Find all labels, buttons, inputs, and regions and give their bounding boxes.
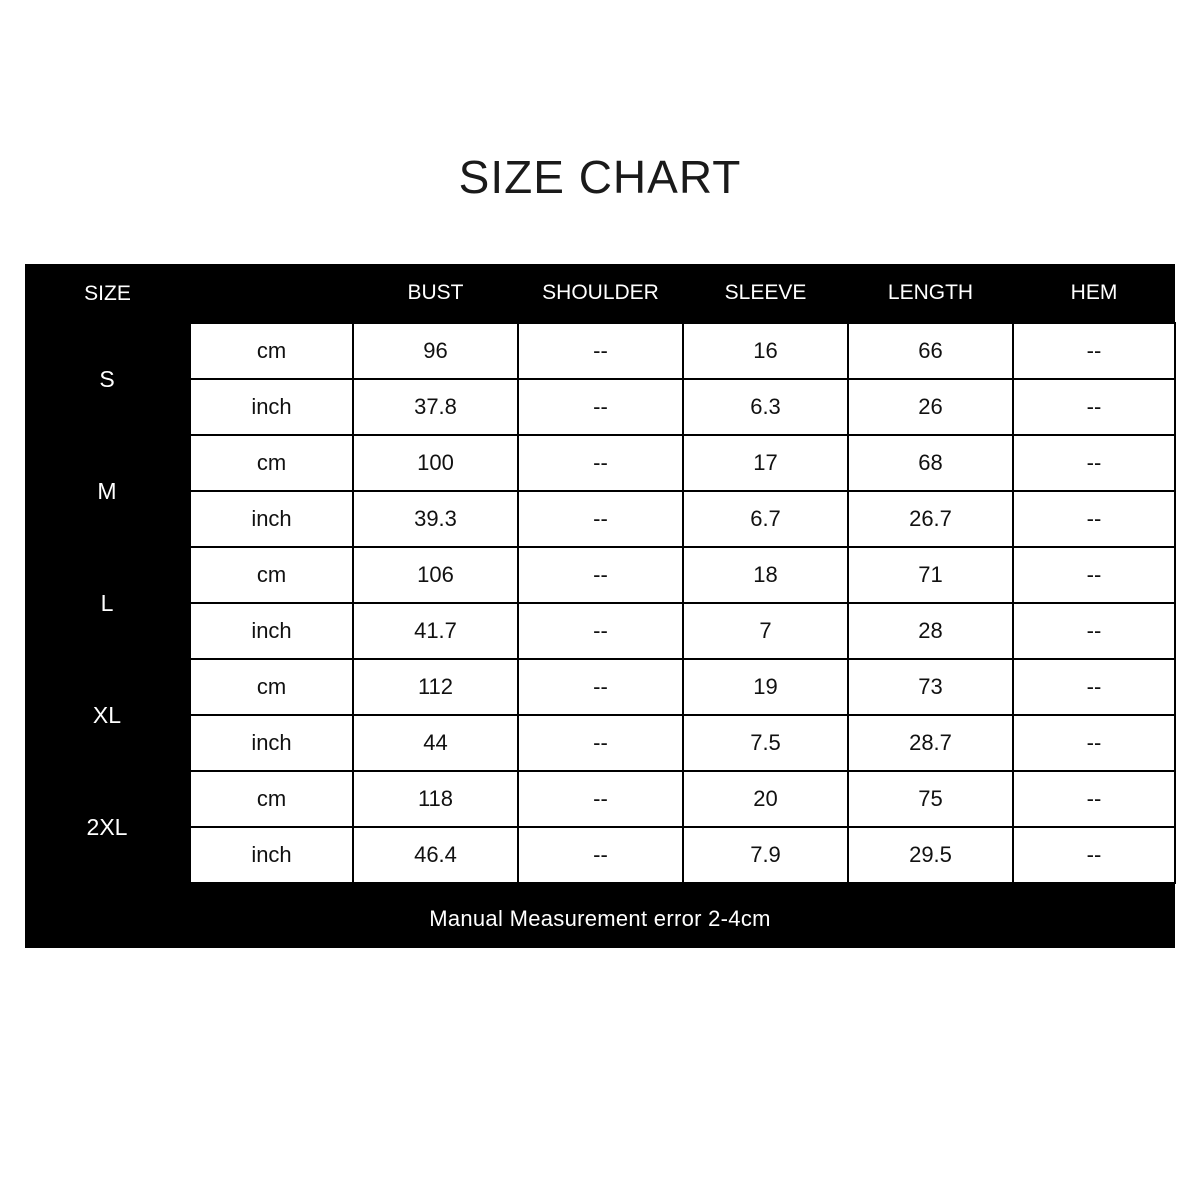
- cell-sleeve: 19: [683, 659, 848, 715]
- cell-sleeve: 6.7: [683, 491, 848, 547]
- cell-hem: --: [1013, 715, 1175, 771]
- unit-cell: cm: [190, 323, 353, 379]
- cell-bust: 112: [353, 659, 518, 715]
- cell-sleeve: 18: [683, 547, 848, 603]
- cell-hem: --: [1013, 603, 1175, 659]
- table-header-row: [25, 264, 1175, 323]
- table-row: [25, 659, 1175, 715]
- cell-hem: --: [1013, 771, 1175, 827]
- cell-bust: 96: [353, 323, 518, 379]
- column-header-size: SIZE: [25, 264, 190, 323]
- cell-bust: 41.7: [353, 603, 518, 659]
- cell-length: 29.5: [848, 827, 1013, 883]
- unit-cell: inch: [190, 827, 353, 883]
- cell-shoulder: --: [518, 435, 683, 491]
- cell-shoulder: --: [518, 771, 683, 827]
- cell-hem: --: [1013, 827, 1175, 883]
- table-row: [25, 379, 1175, 435]
- column-header-hem: HEM: [1013, 264, 1175, 323]
- cell-shoulder: --: [518, 491, 683, 547]
- cell-bust: 118: [353, 771, 518, 827]
- cell-hem: --: [1013, 547, 1175, 603]
- table-row: [25, 435, 1175, 491]
- cell-hem: --: [1013, 659, 1175, 715]
- unit-cell: cm: [190, 659, 353, 715]
- size-label-s: S: [25, 323, 190, 435]
- size-label-2xl: 2XL: [25, 771, 190, 883]
- unit-cell: cm: [190, 547, 353, 603]
- cell-length: 71: [848, 547, 1013, 603]
- cell-length: 26: [848, 379, 1013, 435]
- size-chart-table: [25, 264, 1176, 948]
- table-row: [25, 547, 1175, 603]
- cell-bust: 106: [353, 547, 518, 603]
- cell-shoulder: --: [518, 323, 683, 379]
- cell-sleeve: 6.3: [683, 379, 848, 435]
- cell-sleeve: 7: [683, 603, 848, 659]
- unit-cell: cm: [190, 435, 353, 491]
- cell-bust: 37.8: [353, 379, 518, 435]
- page-title: SIZE CHART: [458, 151, 742, 203]
- cell-sleeve: 17: [683, 435, 848, 491]
- cell-shoulder: --: [518, 379, 683, 435]
- table-row: [25, 771, 1175, 827]
- column-header-bust: BUST: [353, 264, 518, 323]
- size-label-m: M: [25, 435, 190, 547]
- cell-sleeve: 20: [683, 771, 848, 827]
- unit-cell: inch: [190, 491, 353, 547]
- table-row: [25, 827, 1175, 883]
- cell-length: 75: [848, 771, 1013, 827]
- cell-length: 68: [848, 435, 1013, 491]
- cell-bust: 44: [353, 715, 518, 771]
- cell-length: 66: [848, 323, 1013, 379]
- table-row: [25, 491, 1175, 547]
- unit-cell: inch: [190, 379, 353, 435]
- cell-shoulder: --: [518, 547, 683, 603]
- cell-bust: 100: [353, 435, 518, 491]
- table-row: [25, 715, 1175, 771]
- table-row: [25, 603, 1175, 659]
- cell-hem: --: [1013, 379, 1175, 435]
- table-row: [25, 323, 1175, 379]
- cell-bust: 39.3: [353, 491, 518, 547]
- column-header-length: LENGTH: [848, 264, 1013, 323]
- cell-bust: 46.4: [353, 827, 518, 883]
- unit-cell: inch: [190, 603, 353, 659]
- unit-cell: cm: [190, 771, 353, 827]
- cell-length: 26.7: [848, 491, 1013, 547]
- cell-sleeve: 7.5: [683, 715, 848, 771]
- cell-sleeve: 7.9: [683, 827, 848, 883]
- cell-sleeve: 16: [683, 323, 848, 379]
- size-label-l: L: [25, 547, 190, 659]
- column-header-shoulder: SHOULDER: [518, 264, 683, 323]
- column-header-unit: [190, 264, 353, 323]
- size-chart-panel: [25, 264, 1175, 948]
- cell-shoulder: --: [518, 715, 683, 771]
- cell-length: 28.7: [848, 715, 1013, 771]
- cell-hem: --: [1013, 491, 1175, 547]
- unit-cell: inch: [190, 715, 353, 771]
- cell-shoulder: --: [518, 603, 683, 659]
- table-footer-row: [25, 890, 1175, 948]
- cell-shoulder: --: [518, 827, 683, 883]
- cell-shoulder: --: [518, 659, 683, 715]
- cell-length: 28: [848, 603, 1013, 659]
- cell-hem: --: [1013, 323, 1175, 379]
- measurement-note: Manual Measurement error 2-4cm: [25, 890, 1175, 948]
- cell-hem: --: [1013, 435, 1175, 491]
- column-header-sleeve: SLEEVE: [683, 264, 848, 323]
- table-spacer-row: [25, 883, 1175, 890]
- cell-length: 73: [848, 659, 1013, 715]
- size-label-xl: XL: [25, 659, 190, 771]
